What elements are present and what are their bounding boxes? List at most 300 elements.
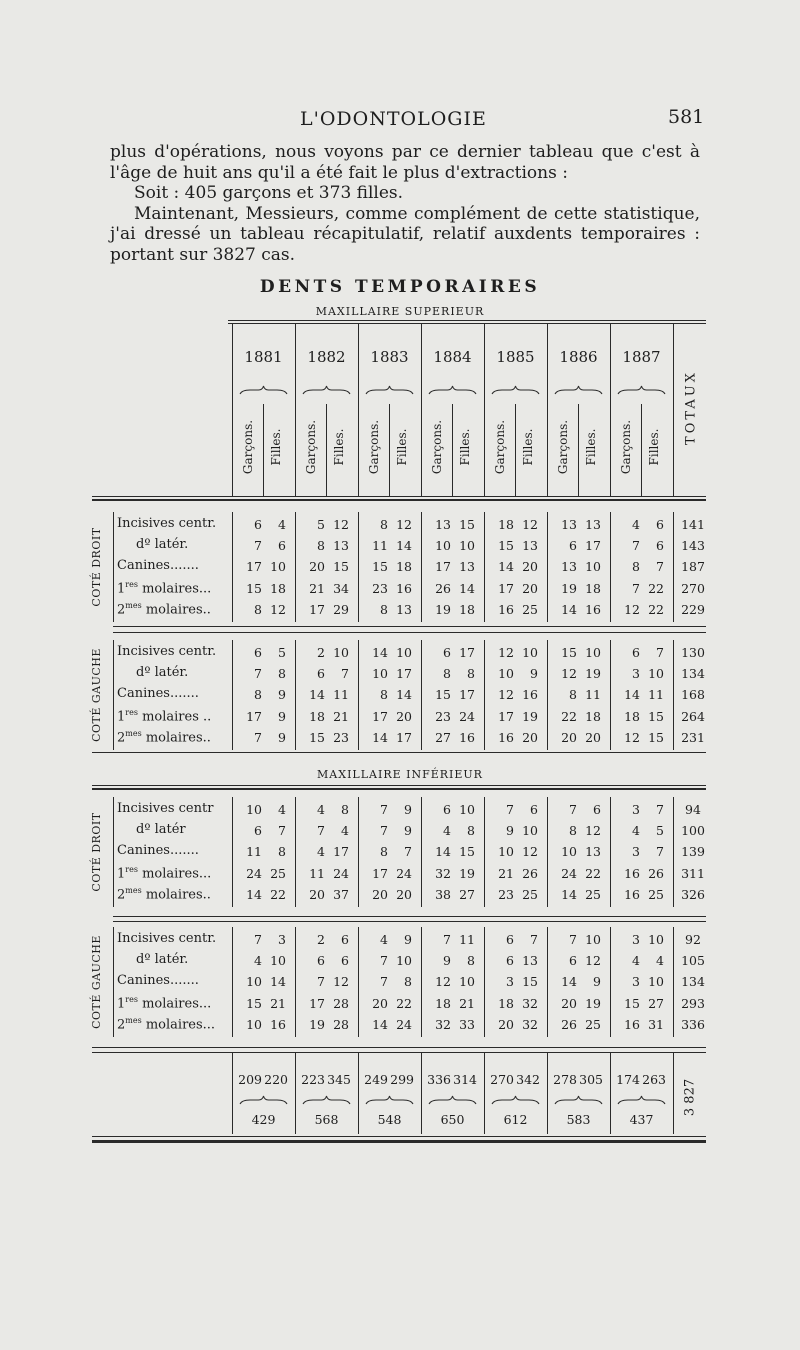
boys-value: 15 [372, 559, 388, 575]
girls-value: 18 [585, 708, 601, 724]
subcolumn-rule [578, 404, 579, 496]
block-left-rule [113, 640, 114, 750]
brace [429, 1096, 476, 1104]
girls-value: 9 [404, 823, 412, 839]
boys-value: 8 [569, 687, 577, 703]
girls-value: 22 [648, 601, 664, 617]
row-label: 1res molaires... [117, 579, 212, 596]
girls-subheader: Filles. [584, 428, 598, 466]
column-rule [295, 640, 296, 750]
row-total: 134 [681, 974, 705, 990]
girls-subheader: Filles. [521, 428, 535, 466]
row-total: 311 [681, 865, 705, 881]
boys-value: 7 [380, 953, 388, 969]
header-bottom-rule [92, 499, 706, 501]
girls-value: 19 [585, 666, 601, 682]
row-label: $2^{mes}$ molaires.. [117, 600, 211, 618]
boys-value: 14 [561, 886, 577, 902]
subcolumn-rule [326, 404, 327, 496]
girls-value: 20 [522, 729, 538, 745]
row-total: 100 [681, 823, 705, 839]
boys-value: 24 [561, 865, 577, 881]
girls-value: 15 [522, 974, 538, 990]
boys-value: 19 [435, 601, 451, 617]
girls-value: 8 [467, 823, 475, 839]
row-label: Canines....... [117, 843, 199, 859]
girls-value: 9 [404, 802, 412, 817]
girls-value: 24 [459, 708, 475, 724]
boys-value: 17 [309, 601, 325, 617]
girls-sum: 263 [642, 1072, 666, 1087]
lower-top-rule [92, 788, 706, 790]
row-total: 270 [681, 580, 705, 596]
girls-value: 21 [270, 995, 286, 1011]
boys-value: 7 [380, 823, 388, 839]
girls-value: 15 [648, 708, 664, 724]
brace [618, 386, 665, 394]
side-label: COTÉ GAUCHE [90, 648, 103, 742]
girls-value: 22 [396, 995, 412, 1011]
girls-value: 12 [585, 953, 601, 969]
boys-value: 26 [561, 1016, 577, 1032]
boys-value: 18 [498, 517, 514, 532]
girls-value: 12 [270, 601, 286, 617]
girls-value: 13 [522, 953, 538, 969]
girls-value: 11 [459, 932, 475, 947]
column-rule [421, 927, 422, 1037]
row-label: Incisives centr. [117, 644, 217, 659]
subcolumn-rule [641, 404, 642, 496]
boys-value: 12 [561, 666, 577, 682]
girls-value: 18 [396, 559, 412, 575]
subcolumn-rule [263, 404, 264, 496]
row-label: Canines....... [117, 686, 199, 702]
girls-value: 20 [396, 708, 412, 724]
girls-value: 7 [341, 666, 349, 682]
girls-value: 10 [585, 645, 601, 660]
column-rule [484, 512, 485, 622]
boys-value: 23 [435, 708, 451, 724]
girls-value: 9 [278, 729, 286, 745]
boys-value: 7 [506, 802, 514, 817]
girls-value: 13 [585, 844, 601, 860]
column-rule [484, 797, 485, 907]
boys-value: 7 [317, 974, 325, 990]
column-rule [484, 927, 485, 1037]
boys-value: 7 [569, 932, 577, 947]
row-total: 229 [681, 601, 705, 617]
girls-value: 10 [522, 823, 538, 839]
boys-sum: 223 [301, 1072, 325, 1087]
boys-value: 23 [372, 580, 388, 596]
row-label: $2^{mes}$ molaires.. [117, 728, 211, 746]
girls-value: 12 [522, 517, 538, 532]
brace [303, 1096, 350, 1104]
lower-top-rule [92, 785, 706, 786]
boys-value: 23 [498, 886, 514, 902]
girls-value: 7 [656, 802, 664, 817]
block-divider [113, 626, 706, 627]
girls-value: 10 [648, 974, 664, 990]
boys-value: 24 [246, 865, 262, 881]
boys-value: 3 [632, 802, 640, 817]
girls-value: 14 [396, 687, 412, 703]
boys-value: 20 [561, 729, 577, 745]
girls-value: 17 [333, 844, 349, 860]
ordinal-suffix: res [125, 707, 138, 717]
column-rule [673, 927, 674, 1037]
girls-value: 10 [333, 645, 349, 660]
girls-value: 15 [333, 559, 349, 575]
boys-value: 20 [372, 886, 388, 902]
header-bottom-rule [92, 496, 706, 497]
girls-value: 28 [333, 1016, 349, 1032]
boys-value: 7 [632, 538, 640, 554]
girls-value: 23 [333, 729, 349, 745]
column-rule [358, 927, 359, 1037]
year-total: 437 [629, 1112, 654, 1127]
row-label: Incisives centr. [117, 516, 217, 531]
row-label: dº latér. [136, 952, 189, 968]
girls-value: 4 [341, 823, 349, 839]
boys-value: 17 [498, 708, 514, 724]
girls-subheader: Filles. [269, 428, 283, 466]
girls-value: 8 [467, 666, 475, 682]
ordinal-suffix: res [125, 994, 138, 1004]
boys-value: 3 [632, 844, 640, 860]
boys-value: 6 [254, 645, 262, 660]
boys-value: 10 [498, 844, 514, 860]
girls-value: 10 [585, 932, 601, 947]
boys-value: 8 [380, 517, 388, 532]
year-total: 650 [440, 1112, 465, 1127]
boys-value: 14 [372, 729, 388, 745]
brace [240, 386, 287, 394]
boys-value: 19 [561, 580, 577, 596]
boys-value: 9 [506, 823, 514, 839]
boys-value: 4 [443, 823, 451, 839]
boys-value: 17 [435, 559, 451, 575]
boys-value: 13 [435, 517, 451, 532]
row-total: 326 [681, 886, 705, 902]
girls-value: 32 [522, 1016, 538, 1032]
boys-value: 2 [317, 932, 325, 947]
girls-value: 9 [278, 687, 286, 703]
girls-value: 6 [341, 932, 349, 947]
row-label: dº latér [136, 822, 186, 838]
column-rule [421, 640, 422, 750]
brace [429, 386, 476, 394]
boys-value: 18 [498, 995, 514, 1011]
girls-value: 16 [522, 687, 538, 703]
girls-value: 9 [278, 708, 286, 724]
girls-sum: 314 [453, 1072, 477, 1087]
boys-value: 7 [632, 580, 640, 596]
year-header: 1885 [496, 348, 535, 366]
boys-value: 6 [254, 517, 262, 532]
boys-value: 2 [317, 645, 325, 660]
girls-value: 4 [278, 517, 286, 532]
girls-value: 10 [585, 559, 601, 575]
girls-value: 10 [648, 666, 664, 682]
row-total: 92 [685, 932, 701, 947]
side-label: COTÉ DROIT [90, 527, 103, 607]
girls-value: 25 [522, 886, 538, 902]
totals-header: TOTAUX [683, 370, 699, 445]
girls-value: 27 [648, 995, 664, 1011]
boys-value: 20 [498, 1016, 514, 1032]
brace [492, 1096, 539, 1104]
brace [366, 1096, 413, 1104]
girls-value: 14 [396, 538, 412, 554]
column-rule [421, 797, 422, 907]
boys-value: 3 [632, 974, 640, 990]
row-label: Incisives centr. [117, 931, 217, 946]
boys-value: 32 [435, 1016, 451, 1032]
year-header: 1884 [433, 348, 472, 366]
boys-value: 8 [380, 687, 388, 703]
girls-value: 6 [656, 517, 664, 532]
girls-value: 16 [396, 580, 412, 596]
boys-value: 8 [317, 538, 325, 554]
girls-value: 25 [270, 865, 286, 881]
row-total: 168 [681, 687, 705, 703]
boys-value: 3 [632, 932, 640, 947]
boys-value: 6 [569, 538, 577, 554]
boys-value: 11 [372, 538, 388, 554]
boys-value: 12 [624, 729, 640, 745]
intro-paragraph: plus d'opérations, nous voyons par ce dernier tableau que c'est à l'âge de huit ans qu'il a été fait le plus d'extractions : [110, 142, 700, 183]
year-total: 568 [314, 1112, 339, 1127]
boys-value: 16 [624, 886, 640, 902]
girls-value: 4 [278, 802, 286, 817]
girls-value: 22 [585, 865, 601, 881]
boys-value: 6 [569, 953, 577, 969]
boys-subheader: Garçons. [367, 419, 381, 475]
girls-value: 7 [530, 932, 538, 947]
boys-value: 10 [498, 666, 514, 682]
boys-value: 8 [254, 601, 262, 617]
girls-subheader: Filles. [647, 428, 661, 466]
girls-value: 37 [333, 886, 349, 902]
boys-value: 20 [372, 995, 388, 1011]
brace [303, 386, 350, 394]
girls-value: 4 [656, 953, 664, 969]
boys-value: 9 [443, 953, 451, 969]
boys-value: 8 [380, 601, 388, 617]
upper-jaw-label: MAXILLAIRE SUPERIEUR [315, 305, 485, 318]
boys-value: 12 [435, 974, 451, 990]
brace [492, 386, 539, 394]
girls-value: 17 [585, 538, 601, 554]
row-total: 141 [681, 517, 705, 532]
row-total: 139 [681, 844, 705, 860]
column-rule [610, 927, 611, 1037]
row-label: $2^{mes}$ molaires... [117, 1015, 216, 1033]
boys-sum: 209 [238, 1072, 262, 1087]
boys-value: 14 [561, 974, 577, 990]
grand-total: 3 827 [682, 1078, 698, 1117]
girls-value: 16 [459, 729, 475, 745]
boys-sum: 336 [427, 1072, 451, 1087]
boys-value: 20 [309, 559, 325, 575]
block-divider [113, 632, 706, 633]
girls-value: 12 [585, 823, 601, 839]
boys-value: 12 [624, 601, 640, 617]
boys-sum: 174 [616, 1072, 640, 1087]
boys-subheader: Garçons. [430, 419, 444, 475]
girls-value: 21 [459, 995, 475, 1011]
boys-value: 15 [435, 687, 451, 703]
girls-value: 17 [396, 729, 412, 745]
table-title: DENTS TEMPORAIRES [259, 277, 541, 297]
girls-value: 26 [522, 865, 538, 881]
girls-value: 10 [459, 974, 475, 990]
boys-sum: 278 [553, 1072, 577, 1087]
girls-value: 6 [341, 953, 349, 969]
column-rule [358, 640, 359, 750]
year-total: 548 [377, 1112, 402, 1127]
girls-value: 9 [404, 932, 412, 947]
column-rule [673, 512, 674, 622]
boys-value: 14 [435, 844, 451, 860]
table-bottom-rule [92, 1140, 706, 1143]
girls-value: 25 [585, 886, 601, 902]
year-total: 612 [503, 1112, 528, 1127]
girls-value: 24 [396, 865, 412, 881]
girls-value: 12 [522, 844, 538, 860]
boys-value: 10 [246, 974, 262, 990]
ordinal-suffix: res [125, 864, 138, 874]
girls-value: 25 [585, 1016, 601, 1032]
girls-value: 5 [278, 645, 286, 660]
boys-subheader: Garçons. [304, 419, 318, 475]
boys-value: 3 [632, 666, 640, 682]
boys-value: 13 [561, 517, 577, 532]
boys-subheader: Garçons. [493, 419, 507, 475]
boys-value: 27 [435, 729, 451, 745]
row-total: 94 [685, 802, 701, 817]
girls-value: 21 [333, 708, 349, 724]
girls-value: 24 [333, 865, 349, 881]
intro-paragraph: Soit : 405 garçons et 373 filles. [134, 183, 404, 203]
column-rule [358, 797, 359, 907]
boys-value: 16 [498, 601, 514, 617]
totals-rule [92, 1052, 706, 1053]
girls-value: 10 [459, 802, 475, 817]
boys-value: 10 [246, 802, 262, 817]
boys-value: 17 [498, 580, 514, 596]
column-rule [610, 512, 611, 622]
girls-value: 20 [522, 559, 538, 575]
brace [240, 1096, 287, 1104]
boys-value: 18 [435, 995, 451, 1011]
girls-value: 6 [278, 538, 286, 554]
girls-value: 15 [459, 844, 475, 860]
ordinal-suffix: mes [125, 600, 142, 610]
brace [618, 1096, 665, 1104]
girls-value: 11 [648, 687, 664, 703]
girls-value: 14 [459, 580, 475, 596]
girls-value: 15 [648, 729, 664, 745]
boys-value: 8 [443, 666, 451, 682]
boys-value: 11 [309, 865, 325, 881]
boys-value: 14 [561, 601, 577, 617]
girls-value: 33 [459, 1016, 475, 1032]
girls-value: 6 [530, 802, 538, 817]
boys-value: 8 [569, 823, 577, 839]
boys-value: 4 [380, 932, 388, 947]
girls-value: 10 [270, 559, 286, 575]
boys-value: 14 [624, 687, 640, 703]
row-label: Canines....... [117, 973, 199, 989]
boys-sum: 270 [490, 1072, 514, 1087]
boys-value: 14 [372, 645, 388, 660]
girls-value: 11 [585, 687, 601, 703]
side-label: COTÉ DROIT [90, 812, 103, 892]
girls-value: 19 [459, 865, 475, 881]
boys-value: 7 [254, 666, 262, 682]
table-bottom-rule [92, 1136, 706, 1137]
row-label: 1res molaires... [117, 864, 212, 881]
girls-value: 25 [648, 886, 664, 902]
girls-value: 29 [333, 601, 349, 617]
boys-value: 21 [498, 865, 514, 881]
girls-subheader: Filles. [458, 428, 472, 466]
boys-value: 15 [309, 729, 325, 745]
girls-value: 13 [459, 559, 475, 575]
boys-value: 19 [309, 1016, 325, 1032]
girls-value: 18 [270, 580, 286, 596]
girls-value: 20 [522, 580, 538, 596]
boys-value: 7 [254, 538, 262, 554]
girls-sum: 299 [390, 1072, 414, 1087]
girls-value: 10 [648, 932, 664, 947]
block-left-rule [113, 927, 114, 1037]
boys-value: 10 [561, 844, 577, 860]
year-header: 1881 [244, 348, 283, 366]
boys-value: 18 [309, 708, 325, 724]
girls-value: 12 [333, 517, 349, 532]
block-divider [113, 921, 706, 922]
block-left-rule [113, 797, 114, 907]
boys-value: 14 [246, 886, 262, 902]
boys-subheader: Garçons. [241, 419, 255, 475]
row-total: 105 [681, 953, 705, 969]
column-rule [232, 640, 233, 750]
girls-value: 9 [593, 974, 601, 990]
boys-value: 7 [254, 729, 262, 745]
girls-value: 12 [333, 974, 349, 990]
column-rule [673, 1052, 674, 1134]
boys-value: 32 [435, 865, 451, 881]
boys-value: 14 [498, 559, 514, 575]
girls-value: 11 [333, 687, 349, 703]
boys-value: 8 [632, 559, 640, 575]
boys-value: 15 [498, 538, 514, 554]
girls-sum: 342 [516, 1072, 540, 1087]
boys-value: 4 [632, 953, 640, 969]
girls-value: 26 [648, 865, 664, 881]
girls-value: 17 [396, 666, 412, 682]
row-label: 1res molaires .. [117, 707, 212, 724]
column-rule [673, 797, 674, 907]
boys-value: 10 [435, 538, 451, 554]
boys-value: 15 [246, 580, 262, 596]
row-total: 134 [681, 666, 705, 682]
row-label: dº latér. [136, 665, 189, 681]
column-rule [547, 512, 548, 622]
